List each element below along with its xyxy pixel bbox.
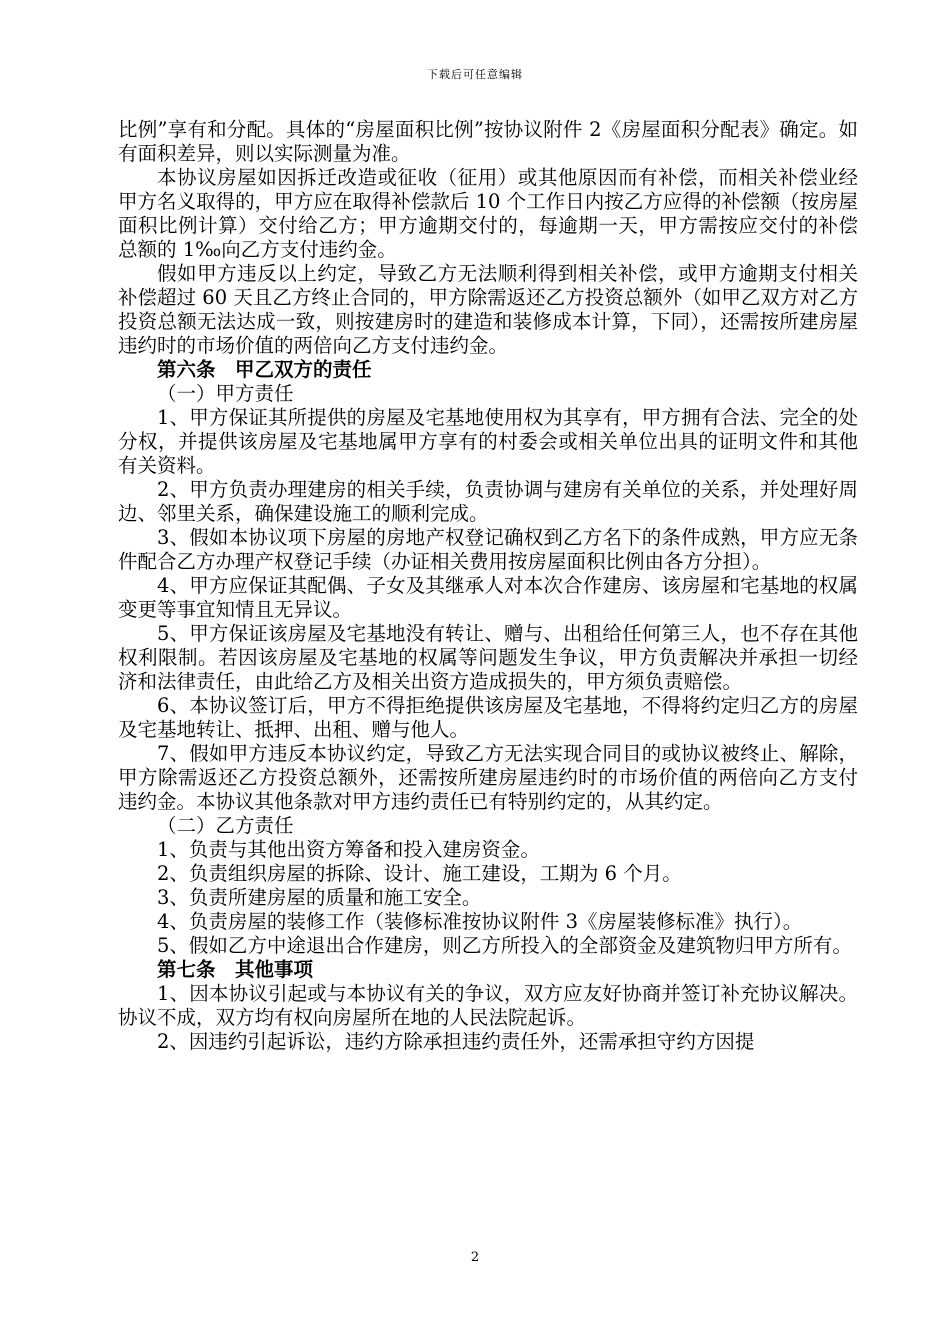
list-item: 4、甲方应保证其配偶、子女及其继承人对本次合作建房、该房屋和宅基地的权属变更等事宜知情且无异议。 [118,574,858,621]
list-item: 2、甲方负责办理建房的相关手续，负责协调与建房有关单位的关系，并处理好周边、邻里关系，确保建设施工的顺利完成。 [118,478,858,525]
page-header: 下载后可任意编辑 [427,68,523,81]
document-body [118,118,858,1054]
paragraph: 比例”享有和分配。具体的“房屋面积比例”按协议附件 2《房屋面积分配表》确定。如有面积差异，则以实际测量为准。 [118,118,858,165]
page-number: 2 [470,1250,480,1265]
list-item: 5、假如乙方中途退出合作建房，则乙方所投入的全部资金及建筑物归甲方所有。 [157,934,852,957]
list-item: 5、甲方保证该房屋及宅基地没有转让、赠与、出租给任何第三人，也不存在其他权利限制。若因该房屋及宅基地的权属等问题发生争议，甲方负责解决并承担一切经济和法律责任，由此给乙方及相关出资方造成损失的，甲方须负责赔偿。 [118,622,858,693]
section-heading: 第七条 其他事项 [157,958,314,981]
list-item: 3、假如本协议项下房屋的房地产权登记确权到乙方名下的条件成熟，甲方应无条件配合乙方办理产权登记手续（办证相关费用按房屋面积比例由各方分担）。 [118,526,858,573]
list-item: 7、假如甲方违反本协议约定，导致乙方无法实现合同目的或协议被终止、解除，甲方除需返还乙方投资总额外，还需按所建房屋违约时的市场价值的两倍向乙方支付违约金。本协议其他条款对甲方违约责任已有特别约定的，从其约定。 [118,742,858,813]
list-item: 1、甲方保证其所提供的房屋及宅基地使用权为其享有，甲方拥有合法、完全的处分权，并提供该房屋及宅基地属甲方享有的村委会或相关单位出具的证明文件和其他有关资料。 [118,406,858,477]
paragraph: 假如甲方违反以上约定，导致乙方无法顺利得到相关补偿，或甲方逾期支付相关补偿超过 60 天且乙方终止合同的，甲方除需返还乙方投资总额外（如甲乙双方对乙方投资总额无法达成一致，则按建房时的建造和装修成本计算，下同），还需按所建房屋违约时的市场价值的两倍向乙方支付违约金。 [118,262,858,357]
list-item: 4、负责房屋的装修工作（装修标准按协议附件 3《房屋装修标准》执行）。 [157,910,803,933]
paragraph: 本协议房屋如因拆迁改造或征收（征用）或其他原因而有补偿，而相关补偿业经甲方名义取得的，甲方应在取得补偿款后 10 个工作日内按乙方应得的补偿额（按房屋面积比例计算）交付给乙方；甲方逾期交付的，每逾期一天，甲方需按应交付的补偿总额的 1‰向乙方支付违约金。 [118,166,858,261]
list-item: 1、因本协议引起或与本协议有关的争议，双方应友好协商并签订补充协议解决。协议不成，双方均有权向房屋所在地的人民法院起诉。 [118,982,858,1029]
list-item: 2、负责组织房屋的拆除、设计、施工建设，工期为 6 个月。 [157,862,682,885]
section-heading: 第六条 甲乙双方的责任 [157,358,372,381]
subsection-heading: （一）甲方责任 [157,382,294,405]
list-item: 6、本协议签订后，甲方不得拒绝提供该房屋及宅基地，不得将约定归乙方的房屋及宅基地转让、抵押、出租、赠与他人。 [118,694,858,741]
list-item: 2、因违约引起诉讼，违约方除承担违约责任外，还需承担守约方因提 [157,1030,755,1053]
subsection-heading: （二）乙方责任 [157,814,294,837]
list-item: 3、负责所建房屋的质量和施工安全。 [157,886,482,909]
list-item: 1、负责与其他出资方筹备和投入建房资金。 [157,838,540,861]
